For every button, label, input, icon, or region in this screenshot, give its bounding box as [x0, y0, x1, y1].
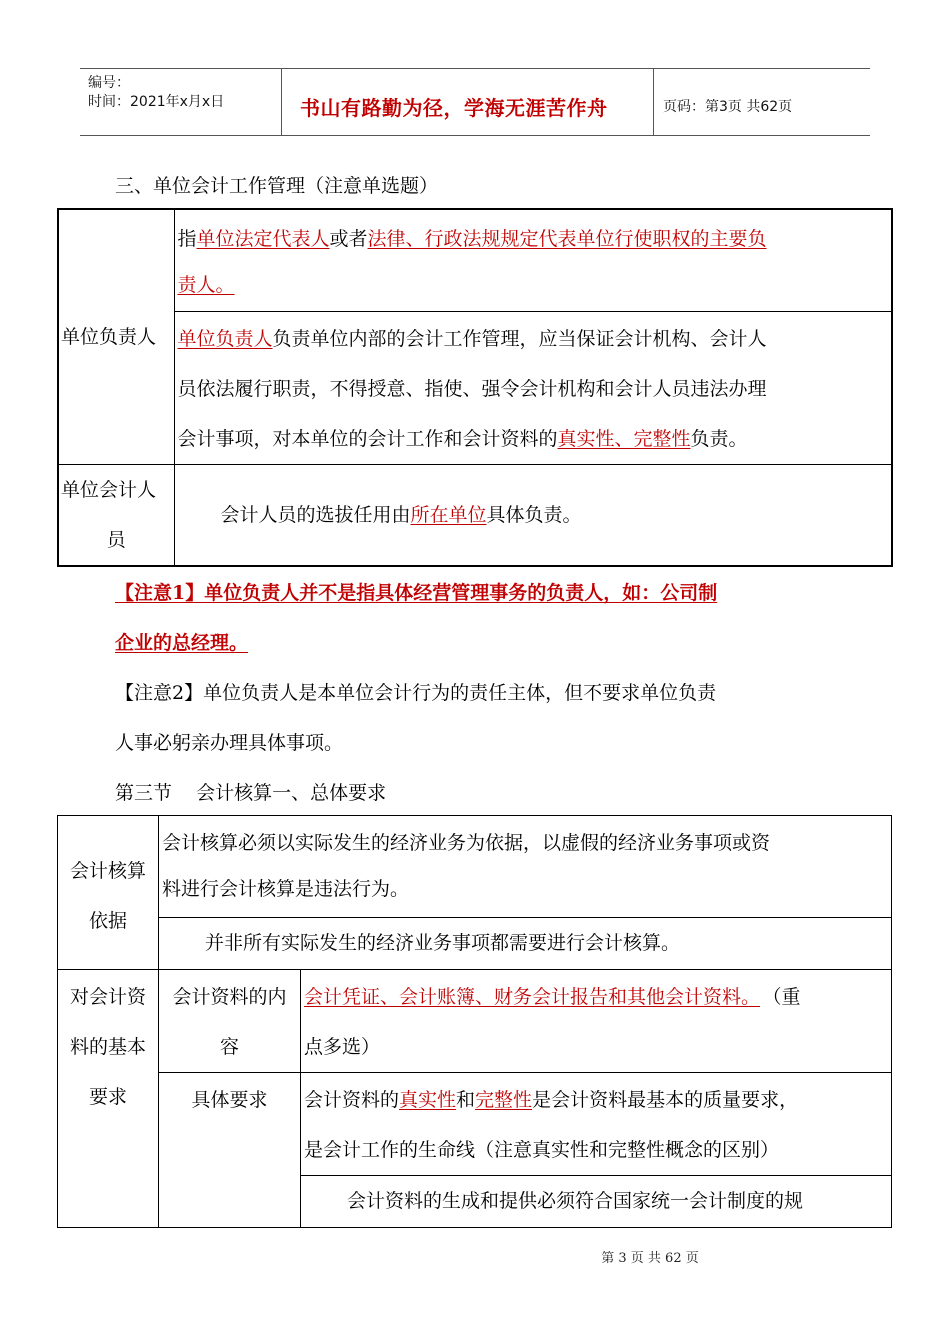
page-footer: 第 3 页 共 62 页	[601, 1251, 699, 1266]
unit-head-definition: 指单位法定代表人或者法律、行政法规规定代表单位行使职权的主要负 责人。	[174, 209, 892, 311]
note-1-line-2: 企业的总经理。	[115, 632, 249, 654]
section-heading: 第三节 会计核算一、总体要求	[115, 782, 387, 804]
note-1-line-1: 【注意1】单位负责人并不是指具体经营管理事务的负责人，如：公司制	[115, 582, 718, 604]
row-label-unit-head: 单位负责人	[58, 209, 174, 464]
highlight-text: 真实性、完整性	[557, 427, 691, 450]
header-divider	[281, 68, 282, 136]
highlight-text: 单位法定代表人	[196, 228, 330, 250]
highlight-text: 会计凭证、会计账簿、财务会计报告和其他会计资料。	[304, 986, 761, 1008]
accounting-basis-table	[57, 815, 892, 1228]
header-code-label: 编号：	[88, 75, 130, 91]
header-top-rule	[80, 68, 870, 69]
row-label-accounting-staff: 单位会计人 员	[58, 464, 174, 566]
row-label-materials: 对会计资 料的基本 要求	[58, 970, 159, 1228]
basis-text-1: 会计核算必须以实际发生的经济业务为依据，以虚假的经济业务事项或资 料进行会计核算是违法行为。	[159, 816, 892, 918]
unit-management-table	[57, 208, 893, 567]
materials-content-label: 会计资料的内 容	[159, 970, 301, 1073]
materials-req-label: 具体要求	[159, 1073, 301, 1228]
section-title: 三、单位会计工作管理（注意单选题）	[115, 175, 439, 197]
highlight-text: 所在单位	[410, 503, 487, 526]
unit-head-duties: 单位负责人负责单位内部的会计工作管理，应当保证会计机构、会计人 员依法履行职责，不得授意、指使、强令会计机构和会计人员违法办理 会计事项，对本单位的会计工作和会计资料的真实性、完整性负责。	[174, 311, 892, 464]
materials-content-text: 会计凭证、会计账簿、财务会计报告和其他会计资料。 （重 点多选）	[301, 970, 892, 1073]
header-motto: 书山有路勤为径，学海无涯苦作舟	[300, 96, 608, 120]
highlight-text: 责人。	[177, 274, 235, 296]
highlight-text: 单位负责人	[177, 327, 273, 350]
materials-req-text: 会计资料的真实性和完整性是会计资料最基本的质量要求， 是会计工作的生命线（注意真实性和完整性概念的区别）	[301, 1073, 892, 1176]
row-label-basis: 会计核算 依据	[58, 816, 159, 970]
highlight-text: 完整性	[475, 1089, 533, 1111]
highlight-text: 真实性	[399, 1089, 457, 1111]
note-2-line-1: 【注意2】单位负责人是本单位会计行为的责任主体，但不要求单位负责	[115, 682, 717, 704]
basis-text-2: 并非所有实际发生的经济业务事项都需要进行会计核算。	[159, 918, 892, 970]
header-page-info: 页码：第3页 共62页	[663, 99, 793, 115]
note-2-line-2: 人事必躬亲办理具体事项。	[115, 732, 344, 754]
header-divider	[653, 68, 654, 136]
header-bottom-rule	[80, 135, 870, 136]
highlight-text: 法律、行政法规规定代表单位行使职权的主要负	[367, 228, 767, 250]
materials-req-text-2: 会计资料的生成和提供必须符合国家统一会计制度的规	[301, 1176, 892, 1228]
header-date: 时间：2021年x月x日	[88, 94, 225, 110]
accounting-staff-text: 会计人员的选拔任用由所在单位具体负责。	[174, 464, 892, 566]
